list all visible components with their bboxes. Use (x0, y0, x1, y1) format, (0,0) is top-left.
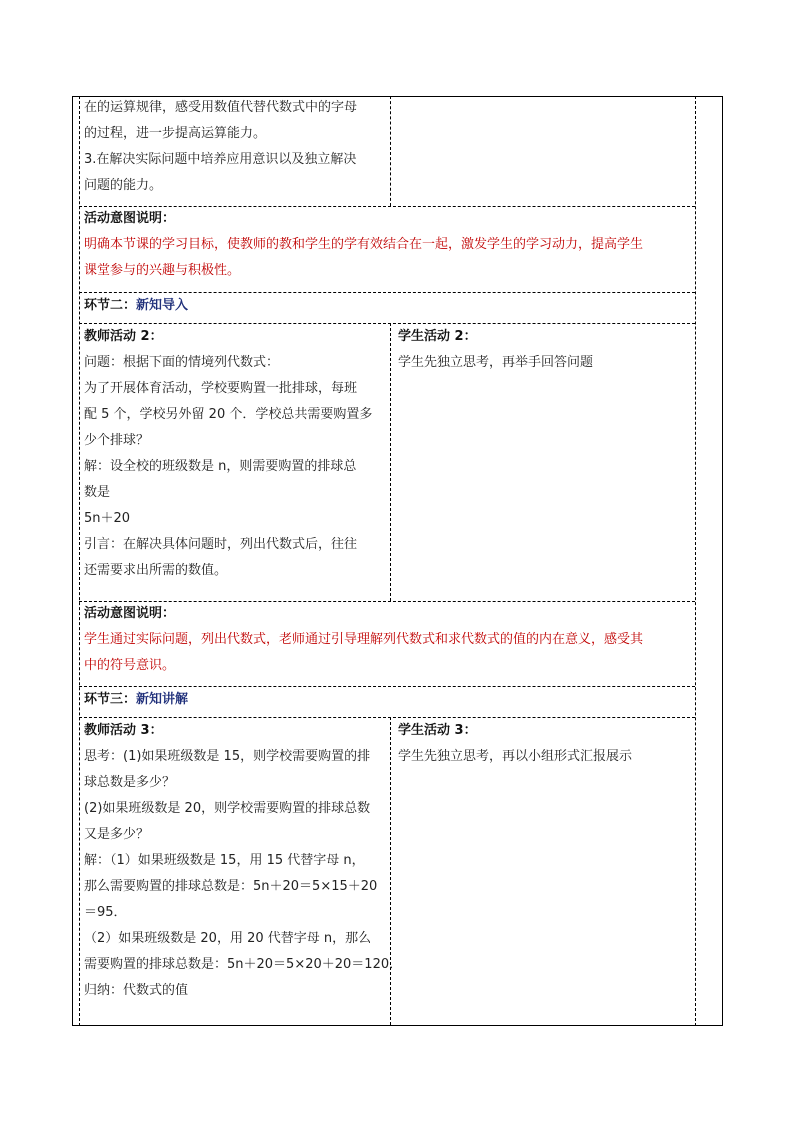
text-line: 少个排球？ (84, 433, 150, 448)
text-line: 思考：(1)如果班级数是 15，则学校需要购置的排 (84, 749, 371, 764)
column-divider-row2 (390, 323, 391, 601)
text-line: 引言：在解决具体问题时，列出代数式后，往往 (84, 537, 358, 552)
text-line: 解：设全校的班级数是 n，则需要购置的排球总 (84, 459, 357, 474)
student-activity-2 (398, 324, 593, 376)
section-name: 新知导入 (136, 298, 189, 313)
text-line: 学生先独立思考，再举手回答问题 (398, 355, 594, 370)
activity-intent-1 (84, 206, 643, 284)
text-line: 为了开展体育活动，学校要购置一批排球，每班 (84, 381, 358, 396)
objectives-continued (84, 95, 357, 199)
text-line: 数是 (84, 485, 111, 500)
text-line: 归纳：代数式的值 (84, 983, 189, 998)
section-name: 新知讲解 (136, 692, 189, 707)
text-line: (2)如果班级数是 20，则学校需要购置的排球总数 (84, 801, 371, 816)
expression-line: 5n＋20 (84, 511, 131, 526)
text-line: 解：（1）如果班级数是 15，用 15 代替字母 n， (84, 853, 365, 868)
teacher-activity-3 (84, 718, 402, 1004)
intent-text: 中的符号意识。 (84, 658, 176, 673)
table-bottom-border (72, 1025, 722, 1026)
column-divider-row1 (390, 96, 391, 206)
inner-left-border (79, 96, 80, 1026)
text-line: 那么需要购置的排球总数是：5n＋20＝5×15＋20 (84, 879, 378, 894)
intent-text: 课堂参与的兴趣与积极性。 (84, 263, 241, 278)
intent-text: 学生通过实际问题，列出代数式，老师通过引导理解列代数式和求代数式的值的内在意义，感受其 (84, 632, 644, 647)
section-prefix: 环节二： (84, 298, 137, 313)
student-activity-3 (398, 718, 632, 770)
teacher-activity-2 (84, 324, 372, 584)
text-line: 在的运算规律，感受用数值代替代数式中的字母 (84, 100, 358, 115)
section-prefix: 环节三： (84, 692, 137, 707)
text-line: 还需要求出所需的数值。 (84, 563, 228, 578)
text-line: 3.在解决实际问题中培养应用意识以及独立解决 (84, 152, 357, 167)
text-line: 问题的能力。 (84, 178, 163, 193)
teacher-activity-title: 教师活动 3： (84, 723, 163, 738)
text-line: 球总数是多少？ (84, 775, 176, 790)
table-right-border (722, 96, 723, 1026)
section-3-header (84, 687, 188, 713)
intent-title: 活动意图说明： (84, 211, 176, 226)
text-line: 配 5 个，学校另外留 20 个．学校总共需要购置多 (84, 407, 373, 422)
student-activity-title: 学生活动 3： (398, 723, 477, 738)
text-line: 问题：根据下面的情境列代数式： (84, 355, 280, 370)
intent-title: 活动意图说明： (84, 606, 176, 621)
text-line: （2）如果班级数是 20，用 20 代替字母 n，那么 (84, 931, 372, 946)
activity-intent-2 (84, 601, 643, 679)
teacher-activity-title: 教师活动 2： (84, 329, 163, 344)
text-line: 学生先独立思考，再以小组形式汇报展示 (398, 749, 633, 764)
student-activity-title: 学生活动 2： (398, 329, 477, 344)
inner-right-border (695, 96, 696, 1026)
table-left-border (72, 96, 73, 1026)
section-2-header (84, 293, 188, 319)
text-line: 的过程，进一步提高运算能力。 (84, 126, 267, 141)
text-line: 需要购置的排球总数是：5n＋20＝5×20＋20＝120． (84, 957, 403, 972)
text-line: 又是多少？ (84, 827, 150, 842)
intent-text: 明确本节课的学习目标，使教师的教和学生的学有效结合在一起，激发学生的学习动力，提高学生 (84, 237, 644, 252)
text-line: ＝95． (84, 905, 127, 920)
